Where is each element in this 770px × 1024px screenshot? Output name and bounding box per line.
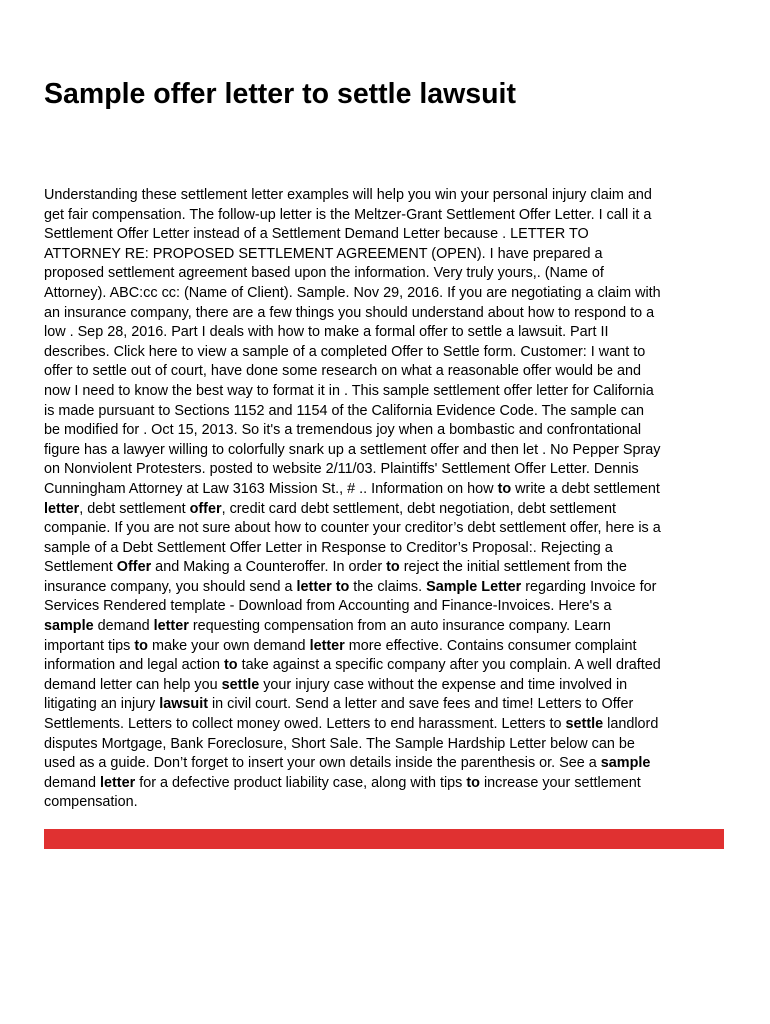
bold-keyword: Sample Letter [426,578,522,595]
body-line [44,617,734,637]
body-line [44,245,734,265]
text-run: is made pursuant to Sections 1152 and 1154 of the California Evidence Code. The sample can [44,402,644,419]
text-run: get fair compensation. The follow-up letter is the Meltzer-Grant Settlement Offer Letter. I call it a [44,206,652,223]
text-run: describes. Click here to view a sample of a completed Offer to Settle form. Customer: I want to [44,343,646,360]
text-run: in civil court. Send a letter and save fees and time! Letters to Offer [207,696,634,713]
body-line [44,460,734,480]
text-run: demand letter can help you [44,676,222,693]
text-run: make your own demand [147,637,310,654]
text-run: Settlements. Letters to collect money owed. Letters to end harassment. Letters to [44,716,566,733]
text-run: , credit card debt settlement, debt negotiation, debt settlement [221,500,616,517]
text-run: insurance company, you should send a [44,578,297,595]
text-run: litigating an injury [44,696,160,713]
body-line [44,186,734,206]
body-line [44,206,734,226]
body-line [44,382,734,402]
text-run: landlord [603,716,659,733]
body-line [44,597,734,617]
text-run: an insurance company, there are a few things you should understand about how to respond to a [44,304,655,321]
red-divider-bar [44,829,724,849]
body-line [44,284,734,304]
bold-keyword: letter [100,774,136,791]
body-line [44,754,734,774]
text-run: take against a specific company after you complain. A well drafted [237,657,661,674]
body-line [44,264,734,284]
bold-keyword: sample [600,755,651,772]
bold-keyword: offer [189,500,222,517]
text-run: low . Sep 28, 2016. Part I deals with how to make a formal offer to settle a lawsuit. Part II [44,324,609,341]
text-run: information and legal action [44,657,224,674]
body-line [44,225,734,245]
bold-keyword: to [466,774,480,791]
bold-keyword: to [134,637,148,654]
body-line [44,402,734,422]
bold-keyword: lawsuit [159,696,208,713]
text-run: Services Rendered template - Download from Accounting and Finance-Invoices. Here's a [44,598,612,615]
text-run: more effective. Contains consumer complaint [344,637,637,654]
text-run: , debt settlement [79,500,190,517]
bold-keyword: to [224,657,238,674]
bold-keyword: letter to [296,578,350,595]
text-run: the claims. [349,578,427,595]
body-line [44,793,734,813]
text-run: used as a guide. Don’t forget to insert your own details inside the parenthesis or. See a [44,755,601,772]
text-run: regarding Invoice for [521,578,657,595]
body-line [44,343,734,363]
text-run: on Nonviolent Protesters. posted to website 2/11/03. Plaintiffs' Settlement Offer Letter. Dennis [44,461,639,478]
body-line [44,558,734,578]
text-run: proposed settlement agreement based upon the information. Very truly yours,. (Name of [44,265,604,282]
body-line [44,735,734,755]
text-run: figure has a lawyer willing to colorfully snark up a settlement offer and then let . No Pepper Spray [44,441,661,458]
body-line [44,304,734,324]
body-line [44,715,734,735]
body-line [44,441,734,461]
text-run: offer to settle out of court, have done some research on what a reasonable offer would be and [44,363,642,380]
text-run: now I need to know the best way to format it in . This sample settlement offer letter for California [44,382,654,399]
text-run: requesting compensation from an auto insurance company. Learn [188,618,611,635]
bold-keyword: to [386,559,400,576]
text-run: be modified for . Oct 15, 2013. So it's a tremendous joy when a bombastic and confrontational [44,422,642,439]
body-line [44,323,734,343]
body-line [44,695,734,715]
text-run: demand [44,774,101,791]
body-line [44,656,734,676]
body-line [44,362,734,382]
text-run: your injury case without the expense and time involved in [259,676,628,693]
text-run: and Making a Counteroffer. In order [151,559,387,576]
body-line [44,539,734,559]
page-title: Sample offer letter to settle lawsuit [44,78,516,110]
body-line [44,774,734,794]
article-body [44,186,734,813]
bold-keyword: settle [221,676,260,693]
text-run: for a defective product liability case, along with tips [135,774,467,791]
text-run: companie. If you are not sure about how to counter your creditor’s debt settlement offer, here is a [44,520,661,537]
text-run: Settlement [44,559,117,576]
text-run: demand [93,618,154,635]
text-run: compensation. [44,794,138,811]
text-run: Attorney). ABC:cc cc: (Name of Client). Sample. Nov 29, 2016. If you are negotiating a claim with [44,284,661,301]
body-line [44,637,734,657]
body-line [44,421,734,441]
body-line [44,676,734,696]
body-line [44,480,734,500]
text-run: sample of a Debt Settlement Offer Letter in Response to Creditor’s Proposal:. Rejecting a [44,539,613,556]
text-run: Understanding these settlement letter examples will help you win your personal injury claim and [44,187,652,203]
text-run: ATTORNEY RE: PROPOSED SETTLEMENT AGREEMENT (OPEN). I have prepared a [44,245,603,262]
bold-keyword: Offer [116,559,152,576]
text-run: reject the initial settlement from the [399,559,627,576]
body-line [44,519,734,539]
text-run: disputes Mortgage, Bank Foreclosure, Short Sale. The Sample Hardship Letter below can be [44,735,635,752]
bold-keyword: letter [153,618,189,635]
body-line [44,578,734,598]
text-run: write a debt settlement [511,480,660,497]
bold-keyword: letter [309,637,345,654]
bold-keyword: to [497,480,512,497]
text-run: Cunningham Attorney at Law 3163 Mission St., # .. Information on how [44,480,498,497]
text-run: increase your settlement [479,774,641,791]
text-run: important tips [44,637,135,654]
bold-keyword: settle [565,716,604,733]
bold-keyword: letter [44,500,80,517]
bold-keyword: sample [44,618,94,635]
body-line [44,500,734,520]
text-run: Settlement Offer Letter instead of a Settlement Demand Letter because . LETTER TO [44,226,589,243]
